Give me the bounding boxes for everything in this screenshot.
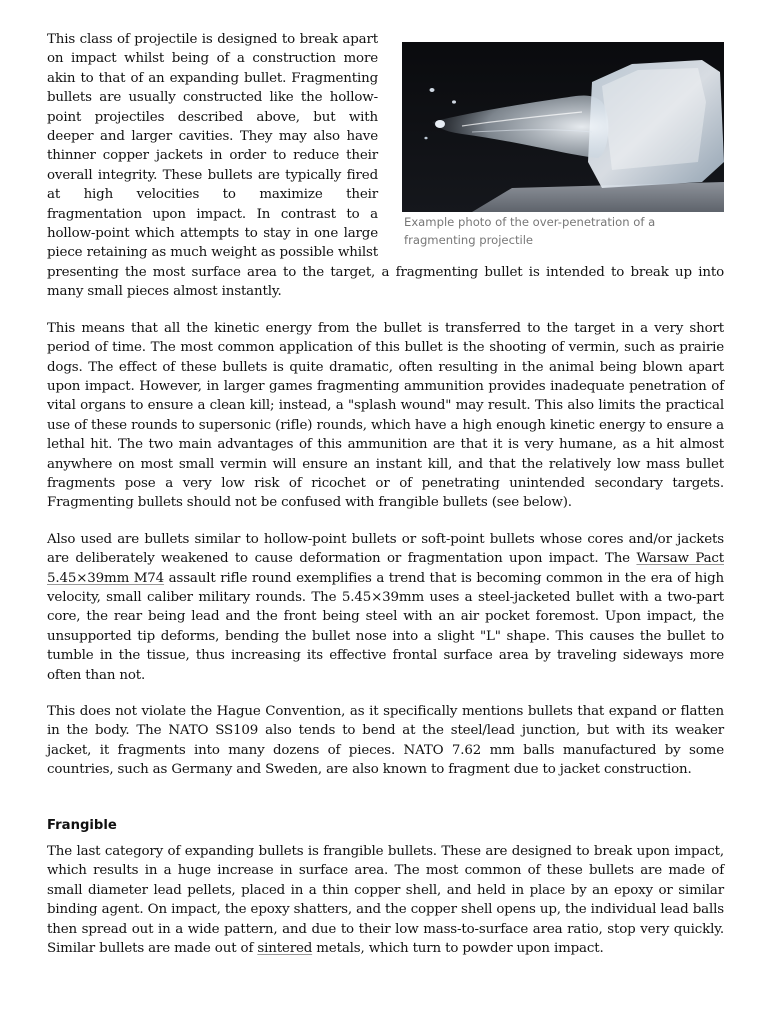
text-span: Also used are bullets similar to hollow-point bullets or soft-point bullets whose cores and/or jackets are deliberately weakened to cause deformation or fragmentation upon impact. The	[47, 531, 724, 567]
warsaw-pact-link[interactable]: Warsaw Pact 5.45×39mm M74	[47, 551, 724, 586]
paragraph-hague-convention: This does not violate the Hague Convention, as it specifically mentions bullets that expand or flatten in the body. The NATO SS109 also tends to bend at the steel/lead junction, but with its weaker jacket, it fragments into many dozens of pieces. NATO 7.62 mm balls manufactured by some countries, such as Germany and Sweden, are also known to fragment due to jacket construction.	[47, 704, 724, 778]
section-heading-frangible: Frangible	[47, 817, 117, 833]
text-span: assault rifle round exemplifies a trend that is becoming common in the era of high velocity, small caliber military rounds. The 5.45×39mm uses a steel-jacketed bullet with a two-part core, the rear being lead and the front being steel with an air pocket foremost. Upon impact, the unsupported tip deforms, bending the bullet nose into a slight "L" shape. This causes the bullet to tumble in the tissue, thus increasing its effective frontal surface area by traveling sideways more often than not.	[47, 570, 724, 683]
text-span: The last category of expanding bullets is frangible bullets. These are designed to break upon impact, which results in a huge increase in surface area. The most common of these bullets are made of small diameter lead pellets, placed in a thin copper shell, and held in place by an epoxy or similar binding agent. On impact, the epoxy shatters, and the copper shell opens up, the individual lead balls then spread out in a wide pattern, and due to their low mass-to-surface area ratio, stop very quickly. Similar bullets are made out of	[47, 844, 724, 957]
sintered-link[interactable]: sintered	[257, 941, 313, 957]
paragraph-kinetic-energy: This means that all the kinetic energy from the bullet is transferred to the target in a very short period of time. The most common application of this bullet is the shooting of vermin, such as prairie dogs. The effect of these bullets is quite dramatic, often resulting in the animal being blown apart upon impact. However, in larger games fragmenting ammunition provides inadequate penetration of vital organs to ensure a clean kill; instead, a "splash wound" may result. This also limits the practical use of these rounds to supersonic (rifle) rounds, which have a high enough kinetic energy to ensure a lethal hit. The two main advantages of this ammunition are that it is very humane, as a hit almost anywhere on most small vermin will ensure an instant kill, and that the relatively low mass bullet fragments pose a very low risk of ricochet or of penetrating unintended secondary targets. Fragmenting bullets should not be confused with frangible bullets (see below).	[47, 320, 724, 511]
ballistic-gel-illustration	[402, 42, 724, 212]
paragraph-frangible	[47, 842, 724, 958]
paragraph-weakened-cores	[47, 530, 724, 685]
ballistic-gel-photo[interactable]	[402, 42, 724, 212]
article-body	[47, 30, 724, 975]
figure	[402, 42, 724, 249]
text-span: metals, which turn to powder upon impact.	[312, 941, 604, 957]
figure-caption: Example photo of the over-penetration of a fragmenting projectile	[404, 215, 656, 247]
paragraph-fragmenting-intro: This class of projectile is designed to break apart on impact whilst being of a construction more akin to that of an expanding bullet. Fragmenting bullets are usually constructed like the hollow-point projectiles described above, but with deeper and larger cavities. They may also have thinner copper jackets in order to reduce their overall integrity. These bullets are typically fired at high velocities to maximize their fragmentation upon impact. In contrast to a hollow-point which attempts to stay in one large piece retaining as much weight as possible whilst presenting the most surface area to the target, a fragmenting bullet is intended to break up into many small pieces almost instantly.	[47, 32, 724, 300]
